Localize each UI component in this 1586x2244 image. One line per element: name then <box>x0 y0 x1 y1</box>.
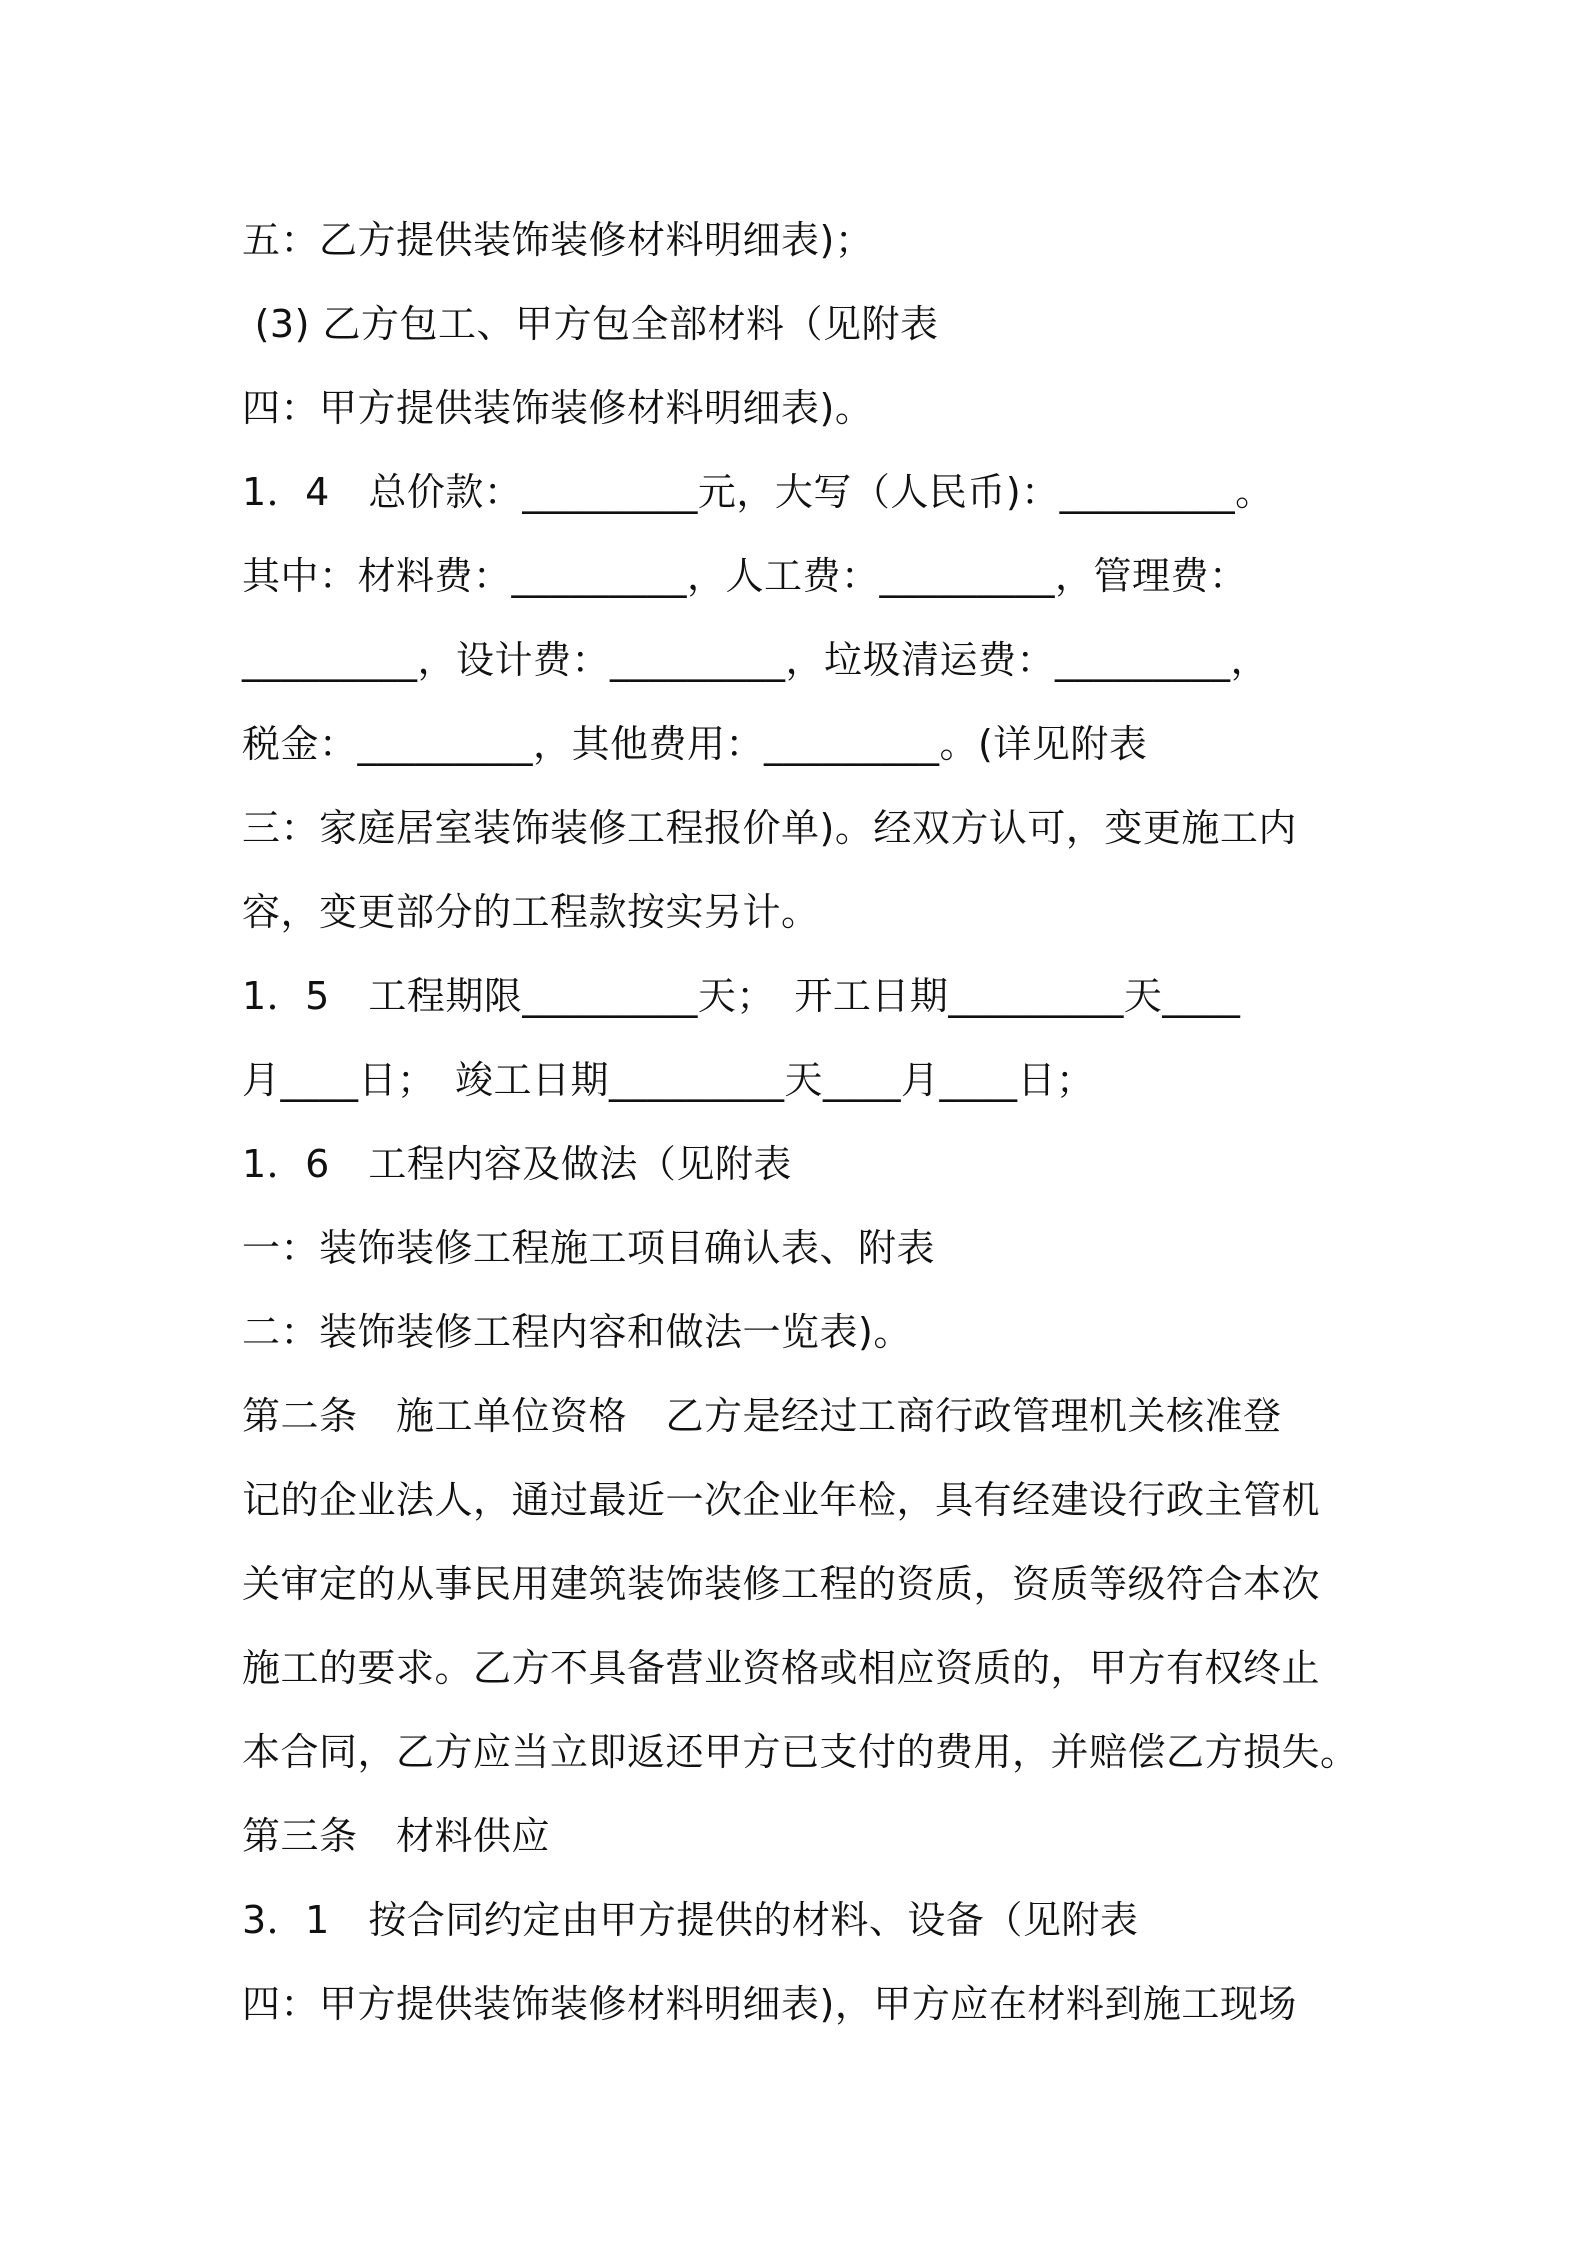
text-line: 月____日； 竣工日期_________天____月____日； <box>242 1058 1095 1102</box>
article-heading-line: 第三条 材料供应 <box>242 1814 551 1858</box>
text-line: 税金：_________，其他费用：_________。(详见附表 <box>242 722 1148 766</box>
text-line: 四：甲方提供装饰装修材料明细表)。 <box>242 386 874 430</box>
document-body <box>242 198 1362 2046</box>
text-line: 记的企业法人，通过最近一次企业年检，具有经建设行政主管机 <box>242 1478 1321 1522</box>
text-line: 施工的要求。乙方不具备营业资格或相应资质的，甲方有权终止 <box>242 1646 1321 1690</box>
text-line: 四：甲方提供装饰装修材料明细表)，甲方应在材料到施工现场 <box>242 1982 1297 2026</box>
text-line: 本合同，乙方应当立即返还甲方已支付的费用，并赔偿乙方损失。 <box>242 1730 1359 1774</box>
text-line: 容，变更部分的工程款按实另计。 <box>242 890 820 934</box>
text-line: (3) 乙方包工、甲方包全部材料（见附表 <box>242 302 939 346</box>
article-heading-line: 第二条 施工单位资格 乙方是经过工商行政管理机关核准登 <box>242 1394 1282 1438</box>
section-line: 3．1 按合同约定由甲方提供的材料、设备（见附表 <box>242 1898 1139 1942</box>
text-line: 关审定的从事民用建筑装饰装修工程的资质，资质等级符合本次 <box>242 1562 1321 1606</box>
text-line: 五：乙方提供装饰装修材料明细表)； <box>242 218 874 262</box>
text-line: _________，设计费：_________，垃圾清运费：_________， <box>242 638 1270 682</box>
total-price-line: 1．4 总价款：_________元，大写（人民币)：_________。 <box>242 470 1274 514</box>
schedule-line: 1．5 工程期限_________天； 开工日期_________天____ <box>242 974 1241 1018</box>
text-line: 其中：材料费：_________，人工费：_________，管理费： <box>242 554 1248 598</box>
text-line: 三：家庭居室装饰装修工程报价单)。经双方认可，变更施工内 <box>242 806 1297 850</box>
text-line: 二：装饰装修工程内容和做法一览表)。 <box>242 1310 912 1354</box>
section-line: 1．6 工程内容及做法（见附表 <box>242 1142 792 1186</box>
text-line: 一：装饰装修工程施工项目确认表、附表 <box>242 1226 936 1270</box>
